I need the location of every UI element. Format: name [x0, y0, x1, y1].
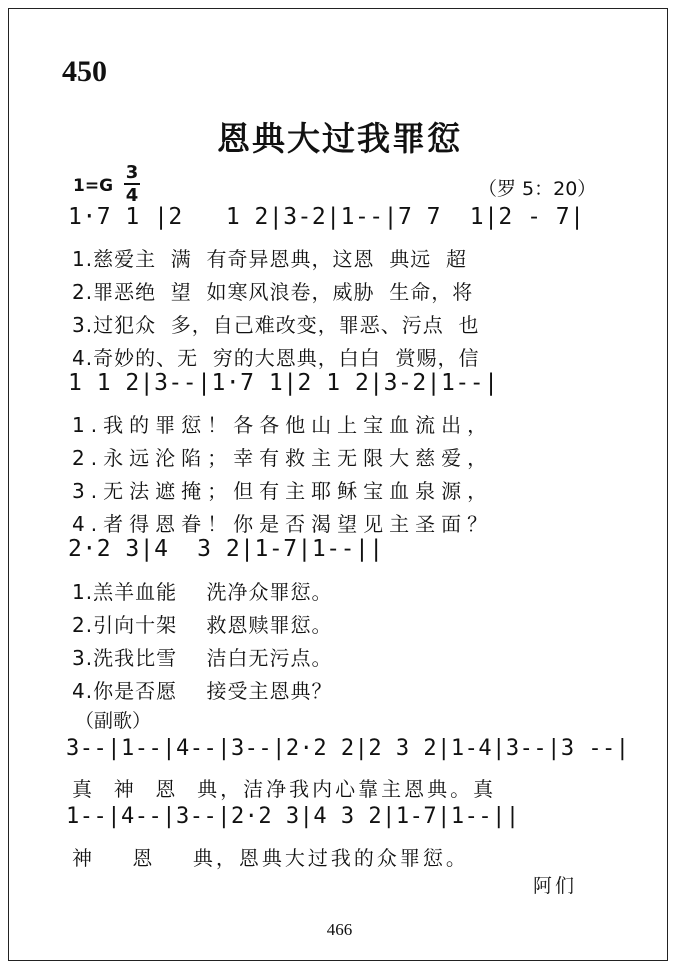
lyric-line: 2.引向十架 救恩赎罪愆。	[72, 613, 333, 637]
lyric-line: 1.慈爱主 满 有奇异恩典，这恩 典远 超	[72, 247, 467, 271]
lyric-line: 2.永远沦陷；幸有救主无限大慈爱，	[72, 446, 494, 470]
hymn-title: 恩典大过我罪愆	[217, 119, 462, 158]
lyric-line: 2.罪恶绝 望 如寒风浪卷，威胁 生命，将	[72, 280, 474, 304]
notation-line: 1·7 1 |2 1 2|3-2|1--|7 7 1|2 - 7|	[68, 204, 585, 230]
lyric-line: 3.过犯众 多，自己难改变，罪恶、污点 也	[72, 313, 480, 337]
lyric-line: 3.洗我比雪 洁白无污点。	[72, 646, 333, 670]
lyric-line: 4.奇妙的、无 穷的大恩典，白白 赏赐，信	[72, 346, 480, 370]
time-bottom: 4	[125, 185, 139, 206]
hymn-number: 450	[62, 55, 107, 88]
time-signature	[124, 163, 140, 205]
amen-text: 阿们	[533, 875, 578, 897]
notation-line: 3--|1--|4--|3--|2·2 2|2 3 2|1-4|3--|3 --|	[66, 736, 630, 761]
notation-line: 2·2 3|4 3 2|1-7|1--||	[68, 536, 384, 562]
notation-line: 1--|4--|3--|2·2 3|4 3 2|1-7|1--||	[66, 804, 520, 829]
refrain-label: （副歌）	[75, 710, 152, 732]
lyric-line: 3.无法遮掩；但有主耶稣宝血泉源，	[72, 479, 494, 503]
lyric-line: 1.羔羊血能 洗净众罪愆。	[72, 580, 333, 604]
lyric-line: 神 恩 典，恩典大过我的众罪愆。	[72, 846, 469, 870]
time-top: 3	[125, 162, 139, 183]
key-signature: 1=G	[73, 176, 114, 196]
page-number: 466	[326, 920, 353, 939]
lyric-line: 真 神 恩 典，洁净我内心靠主恩典。真	[72, 777, 497, 801]
lyric-line: 4.者得恩眷！你是否渴望见主圣面？	[72, 512, 494, 536]
notation-line: 1 1 2|3--|1·7 1|2 1 2|3-2|1--|	[68, 370, 499, 396]
lyric-line: 1.我的罪愆！各各他山上宝血流出，	[72, 413, 494, 437]
scripture-reference: （罗 5：20）	[478, 178, 597, 200]
lyric-line: 4.你是否愿 接受主恩典？	[72, 679, 333, 703]
